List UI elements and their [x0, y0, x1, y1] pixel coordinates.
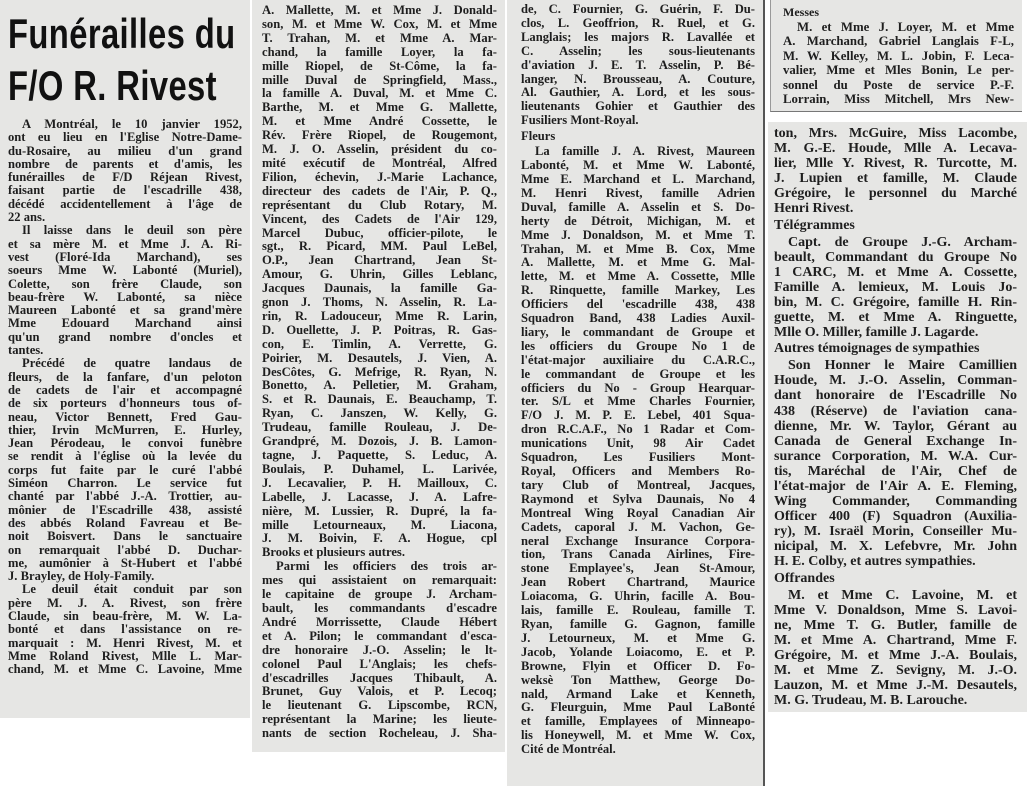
text-line: marquait : M. Henri Rivest, M. et	[8, 635, 242, 650]
text-line: représentant du Club Rotary, M.	[262, 197, 497, 212]
text-line: mille Letourneaux, M. Liacona,	[262, 517, 497, 532]
text-line: Son Honner le Maire Camillien	[788, 358, 1017, 374]
text-line: Jacques Daunais, la famille Ga-	[262, 281, 497, 296]
text-line: herty de Détroit, Michigan, M. et	[521, 213, 755, 228]
text-line: Le deuil était conduit par son	[22, 582, 242, 597]
article-column-1	[0, 0, 250, 718]
text-line: qu'un grand nombre d'oncles et	[8, 329, 242, 344]
text-line: Royal, Officers and Members Ro-	[521, 464, 755, 478]
text-line: M. G.-E. Houde, Mlle A. Lecava-	[774, 141, 1017, 157]
text-line: l'état-major auxiliaire du C.A.R.C.,	[521, 352, 755, 367]
text-line: Jean Pérodeau, le convoi funèbre	[8, 436, 242, 451]
text-line: le lieutenant G. Lipscombe, RCN,	[262, 698, 497, 713]
text-line: Mme J. Donaldson, M. et Mme T.	[521, 227, 755, 242]
text-line: surance Corporation, M. W.A. Cur-	[774, 448, 1017, 464]
text-line: M. Henri Rivest, famille Adrien	[521, 185, 755, 200]
text-line: le commandant de Groupe et les	[521, 366, 755, 381]
text-line: Boulais, P. Duhamel, L. Larivée,	[262, 461, 497, 476]
text-line: dre honoraire J.-O. Asselin; le lt-	[262, 642, 497, 657]
text-line: l'état-major de l'Air A. E. Fleming,	[774, 478, 1017, 494]
text-line: T. Trahan, M. et Mme A. Mar-	[262, 30, 497, 45]
text-line: M. J. O. Asselin, président du co-	[262, 142, 497, 157]
text-line: lieutenants Gohier et Gauthier des	[521, 99, 755, 114]
text-line: O.P., Jean Chartrand, Jean St-	[262, 253, 497, 268]
text-line: on remarquait l'abbé D. Duchar-	[8, 542, 242, 557]
text-line: ter. S/L et Mme Charles Fournier,	[521, 394, 755, 409]
text-line: décédé accidentellement à l'âge de	[8, 196, 242, 211]
text-line: la famille A. Duval, M. et Mme C.	[262, 86, 497, 101]
text-line: stone Emplayee's, Jean St-Amour,	[521, 561, 755, 576]
text-line: tion, Trans Canada Airlines, Fire-	[521, 547, 755, 562]
text-line: Siméon Charron. Le service fut	[8, 476, 242, 491]
text-line: rin, R. Ladouceur, Mme R. Larin,	[262, 308, 497, 323]
text-line: Labonté, M. et Mme W. Labonté,	[521, 158, 755, 173]
text-line: Cadets, caporal J. M. Vachon, Ge-	[521, 519, 755, 534]
text-line: clos, L. Geoffrion, R. Ruel, et G.	[521, 15, 755, 30]
section-heading: Offrandes	[774, 570, 835, 586]
text-line: La famille J. A. Rivest, Maureen	[535, 144, 755, 159]
text-line: chanté par l'abbé J.-A. Trottier, au-	[8, 489, 242, 504]
text-line: tis, Maréchal de l'Air, Chef de	[774, 463, 1017, 479]
text-line: Henri Rivest.	[774, 201, 854, 217]
text-line: Ryan, famille G. Gagnon, famille	[521, 616, 755, 631]
text-line: Poirier, M. Desautels, J. Vien, A.	[262, 350, 497, 365]
text-line: Vincent, des Cadets de l'Air 129,	[262, 211, 497, 226]
text-line: A. Mallette, M. et Mme G. Mal-	[521, 255, 755, 270]
text-line: Il laisse dans le deuil son père	[22, 223, 242, 238]
text-line: tagne, J. Paquette, S. Leduc, A.	[262, 448, 497, 462]
text-line: Brunet, Guy Valois, et P. Lecoq;	[262, 684, 497, 699]
text-line: M. et Mme Z. Sevigny, M. J.-O.	[774, 663, 1017, 678]
text-line: corps fut faite par le curé l'abbé	[8, 462, 242, 477]
text-line: Maureen Labonté et sa grand'mère	[8, 303, 242, 318]
text-line: et A. Pilon; le commandant d'esca-	[262, 628, 497, 643]
text-line: Barthe, M. et Mme G. Mallette,	[262, 100, 497, 115]
text-line: fleurs, de la fanfare, d'un peloton	[8, 369, 242, 384]
text-line: J. Lupien et famille, M. Claude	[774, 171, 1017, 187]
text-line: et famille, Emplayees of Minneapo-	[521, 714, 755, 729]
text-line: Loiacoma, G. Uhrin, facille A. Bou-	[521, 589, 755, 604]
text-line: Canada de General Exchange In-	[774, 433, 1017, 449]
section-heading: Messes	[783, 5, 819, 19]
column-body	[262, 4, 497, 741]
article-column-3	[507, 0, 765, 786]
text-line: tary Club of Montreal, Jacques,	[521, 477, 755, 492]
text-line: Langlais; les majors R. Lavallée et	[521, 29, 755, 44]
text-line: funérailles de F/D Réjean Rivest,	[8, 170, 242, 185]
text-line: D. Ouellette, J. P. Poitras, R. Gas-	[262, 322, 497, 337]
text-line: neau, Victor Bennett, Fred Gau-	[8, 409, 242, 424]
text-line: Squadron Band, 438 Ladies Auxil-	[521, 311, 755, 326]
text-line: J. Brayley, de Holy-Family.	[8, 569, 155, 584]
text-line: mônier de l'Escadrille 438, assisté	[8, 502, 242, 517]
text-line: ton, Mrs. McGuire, Miss Lacombe,	[774, 126, 1017, 141]
text-line: Grandpré, M. Dozois, J. B. Lamon-	[262, 434, 497, 449]
text-line: liary, le commandant de Groupe et	[521, 324, 755, 339]
article-column-2	[252, 0, 505, 752]
text-line: J. Lecavalier, P. H. Mailloux, C.	[262, 475, 497, 490]
text-line: père M. J. A. Rivest, son frère	[8, 595, 242, 610]
text-line: noit Boisvert. Dans le sanctuaire	[8, 529, 242, 544]
text-line: Parmi les officiers des trois ar-	[276, 559, 497, 574]
text-line: vest (Floré-Ida Marchand), ses	[8, 249, 242, 264]
text-line: J. Letourneux, M. et Mme G.	[521, 630, 755, 645]
text-line: Browne, Flyin et Officer D. Fo-	[521, 658, 755, 673]
text-line: Officer 400 (F) Squadron (Auxilia-	[774, 509, 1017, 525]
text-line: se rendit à l'église où la levée du	[8, 449, 242, 464]
section-heading: Télégrammes	[774, 217, 855, 233]
text-line: lais, famille E. Rouleau, famille T.	[521, 603, 755, 618]
text-line: beault, Commandant du Groupe No	[774, 249, 1017, 265]
text-line: G. Fleurguin, Mme Paul LaBonté	[521, 700, 755, 715]
text-line: J. M. Boivin, F. A. Hogue, cpl	[262, 531, 497, 546]
text-line: S. et R. Daunais, E. Beauchamp, T.	[262, 392, 497, 407]
text-line: Bonetto, A. Pelletier, M. Graham,	[262, 378, 497, 393]
text-line: Trahan, M. et Mme B. Cox, Mme	[521, 241, 755, 256]
text-line: ry), M. Israël Morin, Conseiller Mu-	[774, 524, 1017, 540]
text-line: Duval, famille A. Asselin et S. Do-	[521, 199, 755, 214]
text-line: chand, la famille Loyer, la fa-	[262, 44, 497, 59]
text-line: André Morrissette, Claude Hébert	[262, 614, 497, 629]
text-line: weksè Ton Matthew, George Do-	[521, 672, 755, 687]
text-line: A Montréal, le 10 janvier 1952,	[22, 117, 242, 131]
text-line: Rév. Frère Riopel, de Rougemont,	[262, 128, 497, 143]
text-line: Colette, son frère Claude, son	[8, 276, 242, 291]
text-line: bault, les commandants d'escadre	[262, 600, 497, 615]
text-line: Claude, sin beau-frère, M. W. La-	[8, 608, 242, 623]
text-line: Ryan, C. Janszen, W. Kelly, G.	[262, 406, 497, 421]
section-heading: Fleurs	[521, 129, 556, 144]
text-line: nière, M. Lussier, R. Dupré, la fa-	[262, 503, 497, 518]
text-line: dienne, Mr. W. Taylor, Gérant au	[774, 418, 1017, 434]
text-line: Mme V. Donaldson, Mme S. Lavoi-	[774, 602, 1017, 618]
text-line: nombre de parents et d'amis, les	[8, 156, 242, 171]
text-line: directeur des cadets de l'Air, P. Q.,	[262, 183, 497, 198]
text-line: nicipal, M. X. Lefebvre, Mr. John	[774, 539, 1017, 555]
text-line: Jacob, Yolande Loiacomo, E. et P.	[521, 644, 755, 659]
text-line: Fusiliers Mont-Royal.	[521, 113, 639, 128]
text-line: d'escadrilles Jacques Thibault, A.	[262, 670, 497, 685]
text-line: tantes.	[8, 343, 44, 358]
text-line: bonté et dans l'assistance on re-	[8, 622, 242, 637]
text-line: du-Rosaire, au milieu d'un grand	[8, 143, 242, 158]
section-heading: Autres témoignages de sympathies	[774, 341, 980, 357]
text-line: 1 CARC, M. et Mme A. Cossette,	[774, 264, 1017, 280]
text-line: colonel Paul L'Anglais; les chefs-	[262, 656, 497, 671]
text-line: sonnel du Poste de service P.-F.	[783, 77, 1014, 92]
text-line: lette, M. et Mme A. Cossette, Mlle	[521, 269, 755, 284]
text-line: Famille A. lemieux, M. Louis Jo-	[774, 279, 1017, 295]
text-line: H. E. Colby, et autres sympathies.	[774, 554, 976, 570]
text-line: Mme Roland Rivest, Mlle L. Mar-	[8, 648, 242, 663]
text-line: Lauzon, M. et Mme J.-M. Desautels,	[774, 678, 1017, 694]
column-body	[8, 118, 242, 676]
text-line: dron R.C.A.F., No 1 Radar et Com-	[521, 422, 755, 437]
headline-line: F/O R. Rivest	[8, 62, 217, 109]
text-line: Marcel Dubuc, officier-pilote, le	[262, 225, 497, 240]
text-line: les officiers du Groupe No 1 de	[521, 338, 755, 353]
text-line: Squadron, Les Fusiliers Mont-	[521, 450, 755, 465]
text-line: Mlle O. Miller, famille J. Lagarde.	[774, 325, 979, 341]
text-line: neral Exchange Insurance Corpora-	[521, 533, 755, 548]
text-line: et sa mère M. et Mme J. A. Ri-	[8, 236, 242, 251]
text-line: Grégoire, le personnel du Marché	[774, 186, 1017, 202]
text-line: Capt. de Groupe J.-G. Archam-	[788, 234, 1017, 250]
text-line: mille Duval de Springfield, Mass.,	[262, 72, 497, 87]
text-line: son, M. et Mme W. Cox, M. et Mme	[262, 16, 497, 31]
text-line: nald, Armand Lake et Kenneth,	[521, 686, 755, 701]
text-line: Raymond et Sylva Daunais, No 4	[521, 491, 755, 506]
article-column-4-top	[770, 0, 1022, 112]
text-line: me, aumônier à St-Hubert et l'abbé	[8, 555, 242, 570]
text-line: faisant partie de l'escadrille 438,	[8, 183, 242, 198]
text-line: Houde, M. J.-O. Asselin, Comman-	[774, 373, 1017, 389]
text-line: des abbés Roland Favreau et Be-	[8, 515, 242, 530]
text-line: Wing Commander, Commanding	[774, 494, 1017, 510]
text-line: 438 (Réserve) de l'aviation cana-	[774, 403, 1017, 419]
text-line: Lorrain, Miss Mitchell, Mrs New-	[783, 92, 1014, 107]
text-line: M. et Mme J. Loyer, M. et Mme	[797, 20, 1014, 34]
article-headline	[8, 8, 236, 112]
article-column-4	[768, 122, 1027, 712]
text-line: langer, N. Brousseau, A. Couture,	[521, 71, 755, 86]
text-line: A. Marchand, Gabriel Langlais F-L,	[783, 34, 1014, 49]
text-line: mité exécutif de Montréal, Alfred	[262, 155, 497, 170]
text-line: nants de section Rocheleau, J. Sha-	[262, 726, 497, 741]
text-line: chand, M. et Mme C. Lavoine, Mme	[8, 662, 242, 677]
text-line: Grégoire, M. et Mme J.-A. Boulais,	[774, 647, 1017, 663]
text-line: valier, Mme et Mles Bonin, Le per-	[783, 63, 1014, 78]
text-line: M. et Mme C. Lavoine, M. et	[788, 587, 1017, 603]
text-line: Mme Edouard Marchand ainsi	[8, 316, 242, 331]
text-line: M. W. Kelley, M. L. Jobin, F. Leca-	[783, 48, 1014, 63]
text-line: soeurs Mme W. Labonté (Muriel),	[8, 263, 242, 278]
text-line: M. et Mme A. Chartrand, Mme F.	[774, 632, 1017, 648]
text-line: A. Mallette, M. et Mme J. Donald-	[262, 3, 497, 17]
text-line: M. G. Trudeau, M. B. Larouche.	[774, 693, 968, 709]
text-line: thier, Irvin McMurren, E. Hurley,	[8, 422, 242, 437]
text-line: de cadets de l'air et accompagné	[8, 382, 242, 397]
text-line: mes qui assistaient on remarquait:	[262, 573, 497, 588]
text-line: Labelle, J. Lacasse, J. A. Lafre-	[262, 489, 497, 504]
text-line: Précédé de quatre landaus de	[22, 356, 242, 371]
text-line: Filion, échevin, J.-Marie Lachance,	[262, 169, 497, 184]
text-line: de, C. Fournier, G. Guérin, F. Du-	[521, 2, 755, 16]
text-line: Brooks et plusieurs autres.	[262, 545, 405, 560]
text-line: représentant la Marine; les lieute-	[262, 712, 497, 727]
text-line: F/O J. M. P. E. Lebel, 401 Squa-	[521, 408, 755, 423]
text-line: ne, Mme T. G. Butler, famille de	[774, 617, 1017, 633]
text-line: munications Unit, 98 Air Cadet	[521, 436, 755, 451]
text-line: de six porteurs d'honneurs tous of-	[8, 396, 242, 411]
text-line: beau-frère W. Labonté, sa nièce	[8, 289, 242, 304]
text-line: d'aviation J. E. T. Asselin, P. Bé-	[521, 57, 755, 72]
text-line: le capitaine de groupe J. Archam-	[262, 587, 497, 602]
text-line: M. et Mme André Cossette, le	[262, 114, 497, 129]
text-line: Officiers del 'escadrille 438, 438	[521, 297, 755, 312]
text-line: Mme E. Marchand et L. Marchand,	[521, 171, 755, 186]
text-line: Al. Gauthier, A. Lord, et les sous-	[521, 85, 755, 100]
text-line: con, E. Timlin, A. Verrette, G.	[262, 336, 497, 351]
text-line: bin, M. C. Grégoire, famille H. Rin-	[774, 294, 1017, 310]
headline-line: Funérailles du	[8, 10, 236, 57]
text-line: 22 ans.	[8, 210, 46, 225]
text-line: Trudeau, famille Rouleau, J. De-	[262, 420, 497, 435]
text-line: lier, Mlle Y. Rivest, R. Turcotte, M.	[774, 156, 1017, 172]
text-line: lis Honeywell, M. et Mme W. Cox,	[521, 728, 755, 743]
column-body	[783, 4, 1014, 106]
text-line: guette, M. et Mme A. Ringuette,	[774, 310, 1017, 326]
text-line: Cité de Montréal.	[521, 742, 616, 757]
text-line: mille Riopel, de St-Côme, la fa-	[262, 58, 497, 73]
text-line: officiers du No - Group Hearquar-	[521, 380, 755, 395]
text-line: R. Rinquette, famille Markey, Les	[521, 283, 755, 298]
text-line: sgt., R. Picard, MM. Paul LeBel,	[262, 239, 497, 254]
text-line: Amour, G. Uhrin, Gilles Leblanc,	[262, 267, 497, 282]
text-line: dant honoraire de l'Escadrille No	[774, 388, 1017, 404]
text-line: Jean Robert Chartrand, Maurice	[521, 575, 755, 590]
column-body	[521, 3, 755, 757]
text-line: ont eu lieu en l'Eglise Notre-Dame-	[8, 130, 242, 145]
text-line: C. Asselin; les sous-lieutenants	[521, 43, 755, 58]
text-line: Montreal Wing Royal Canadian Air	[521, 505, 755, 520]
text-line: gnon J. Thoms, N. Asselin, R. La-	[262, 295, 497, 310]
text-line: DesCôtes, G. Mefrige, R. Ryan, N.	[262, 364, 497, 379]
column-body	[774, 126, 1017, 708]
